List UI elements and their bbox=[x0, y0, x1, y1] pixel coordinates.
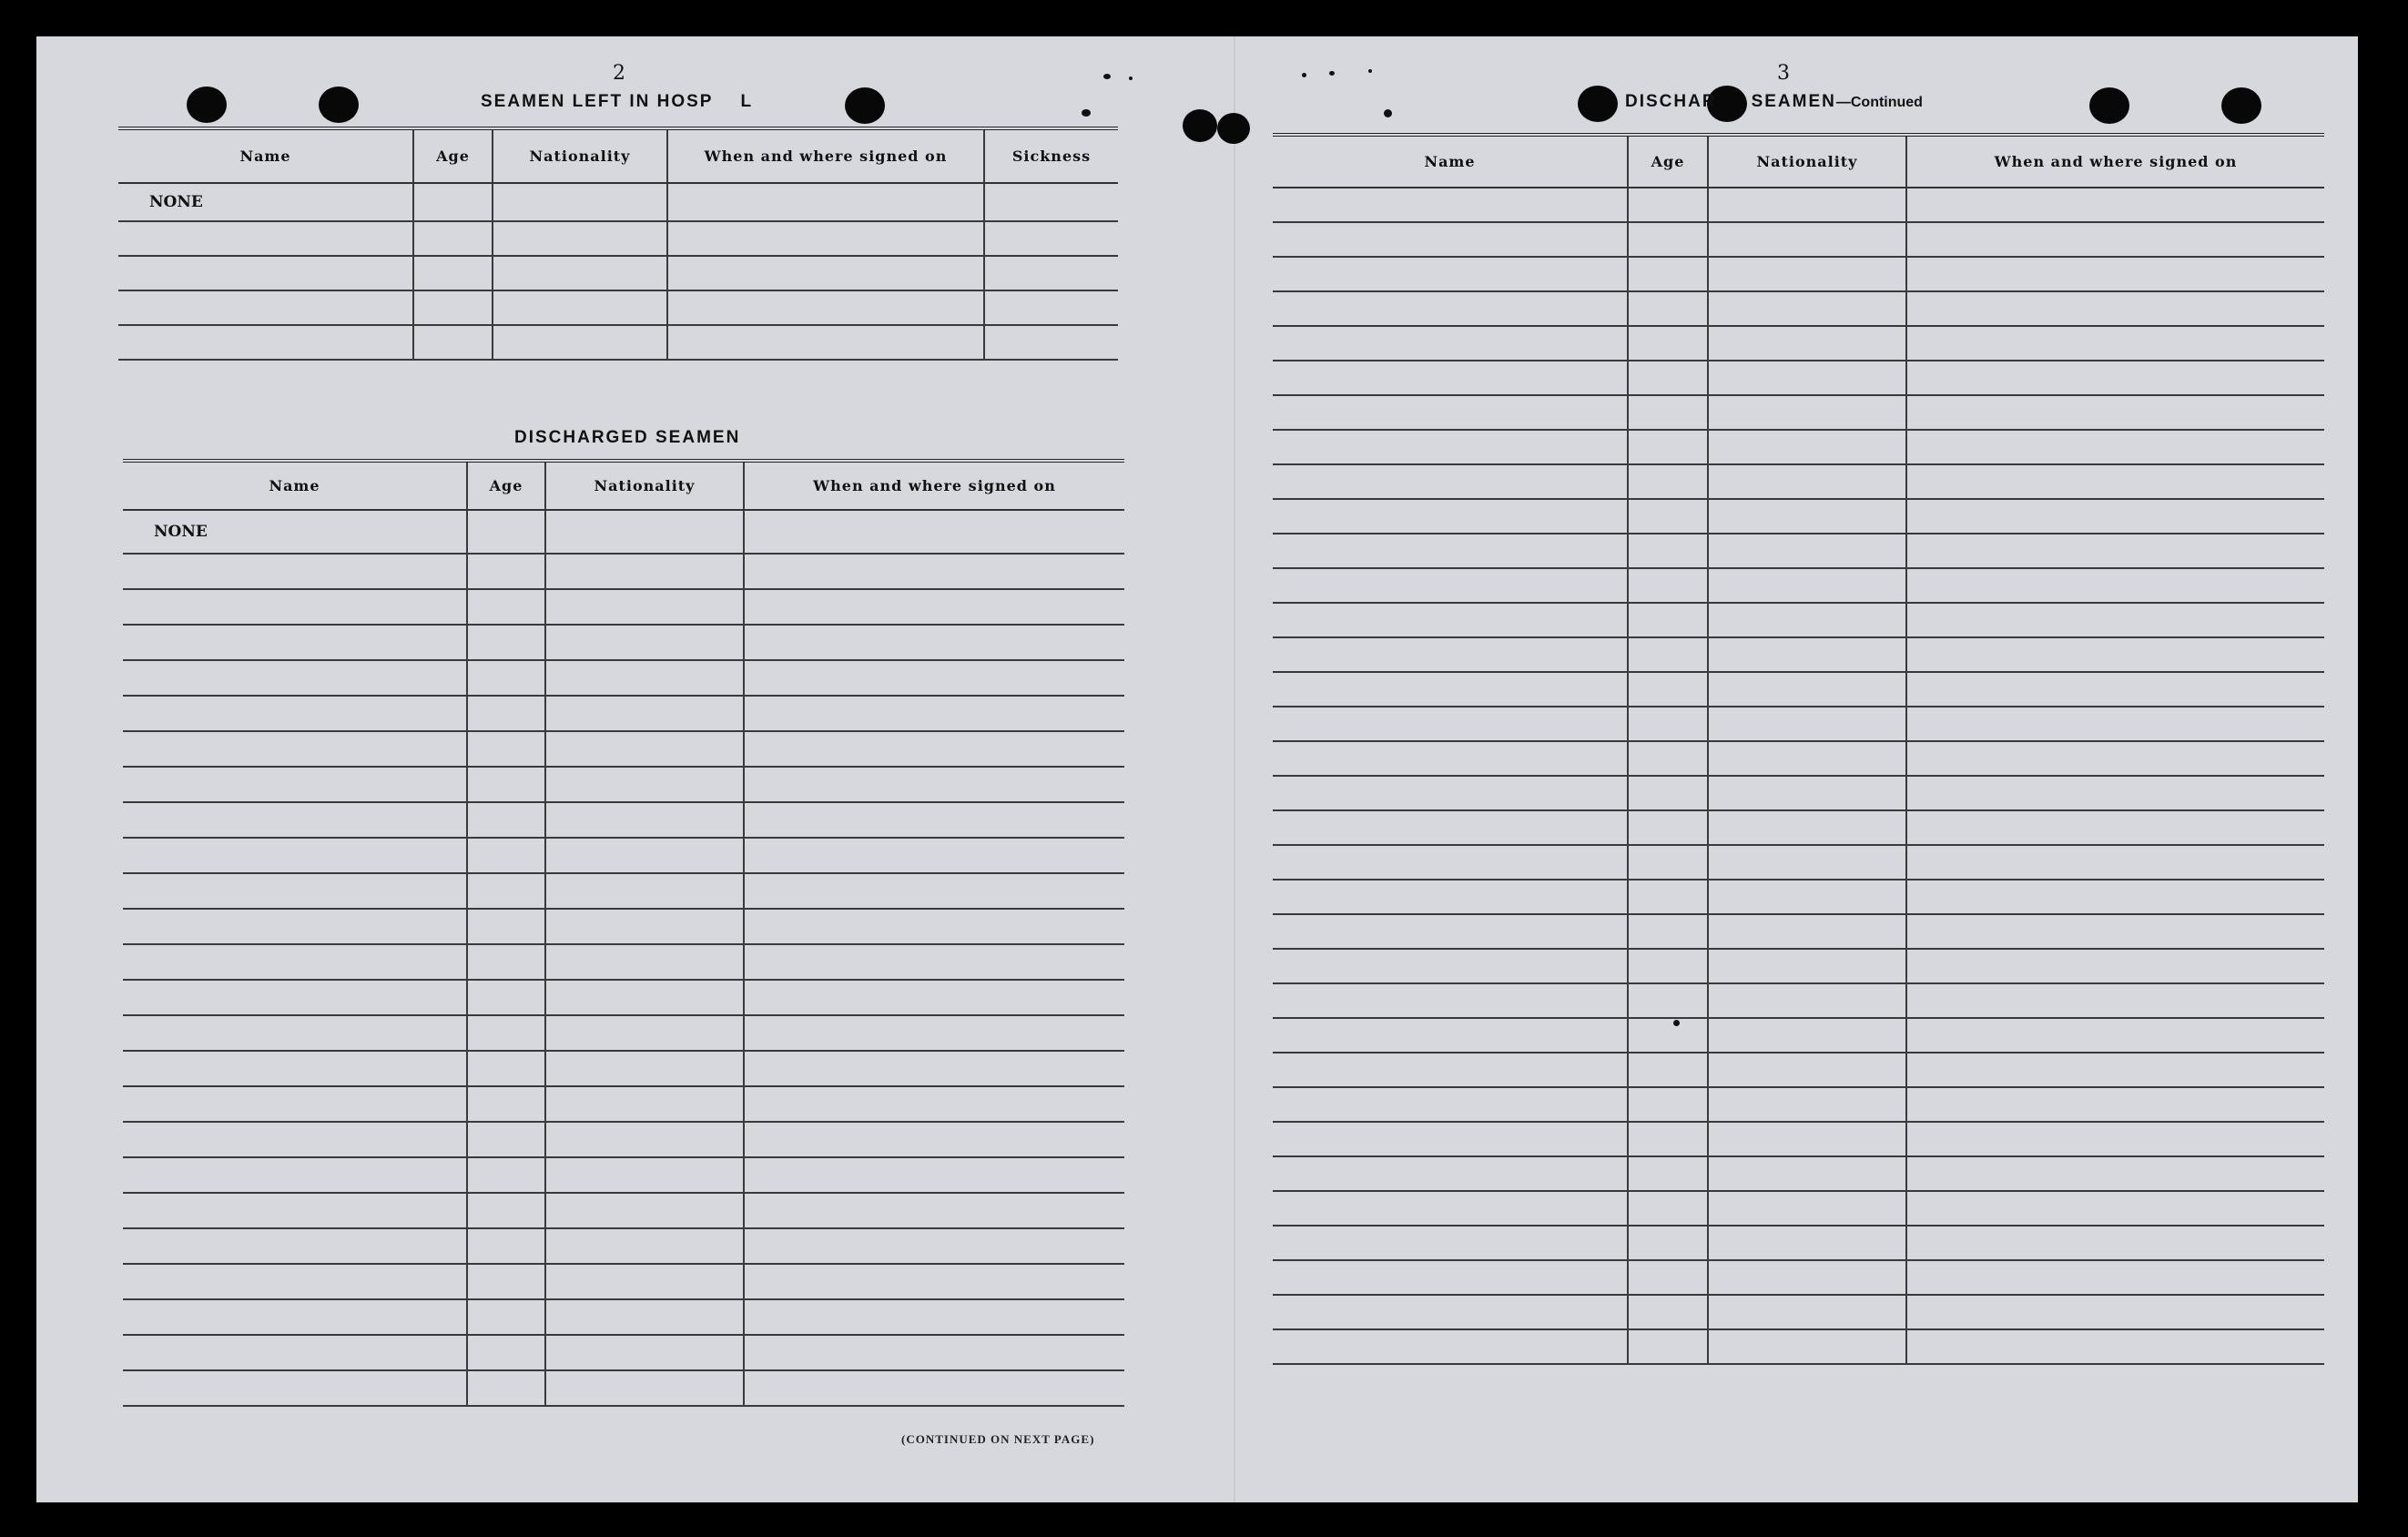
punch-hole bbox=[2221, 87, 2261, 124]
discharged-table bbox=[123, 459, 1124, 1407]
column-header-signed-on: When and where signed on bbox=[1906, 135, 2324, 188]
hospital-title-text: SEAMEN LEFT IN HOSP bbox=[481, 92, 714, 111]
punch-hole bbox=[319, 87, 359, 123]
column-header-age: Age bbox=[413, 128, 493, 183]
column-header-signed-on: When and where signed on bbox=[667, 128, 984, 183]
page-number-left: 2 bbox=[613, 62, 625, 85]
punch-hole bbox=[1183, 109, 1217, 142]
punch-hole bbox=[2089, 87, 2129, 124]
punch-hole bbox=[1217, 113, 1250, 144]
column-header-age: Age bbox=[1628, 135, 1708, 188]
ink-speck bbox=[1103, 74, 1111, 79]
hospital-section-title bbox=[481, 92, 753, 112]
column-header-nationality: Nationality bbox=[493, 128, 667, 183]
column-header-name: Name bbox=[1273, 135, 1628, 188]
ink-speck bbox=[1368, 69, 1372, 73]
column-header-nationality: Nationality bbox=[545, 461, 744, 510]
punch-hole bbox=[845, 87, 885, 124]
ink-speck bbox=[1129, 76, 1133, 80]
table-row-entry: NONE bbox=[123, 510, 467, 554]
punch-hole bbox=[1578, 86, 1618, 122]
title-continued: —Continued bbox=[1835, 95, 1923, 110]
column-header-age: Age bbox=[467, 461, 545, 510]
punch-hole bbox=[187, 87, 227, 123]
title-part-1: DISCHAR bbox=[1625, 92, 1717, 111]
page-number-right: 3 bbox=[1777, 62, 1790, 85]
column-header-name: Name bbox=[118, 128, 413, 183]
table-row-entry: NONE bbox=[118, 183, 413, 221]
ink-speck bbox=[1082, 109, 1091, 117]
hospital-title-tail: L bbox=[740, 92, 754, 111]
discharged-section-title: DISCHARGED SEAMEN bbox=[514, 428, 741, 447]
discharged-continued-table bbox=[1273, 133, 2324, 1365]
column-header-nationality: Nationality bbox=[1708, 135, 1906, 188]
ink-speck bbox=[1302, 73, 1306, 77]
continued-footer: (CONTINUED ON NEXT PAGE) bbox=[901, 1432, 1095, 1446]
discharged-continued-title bbox=[1625, 92, 1923, 112]
column-header-signed-on: When and where signed on bbox=[744, 461, 1124, 510]
column-header-name: Name bbox=[123, 461, 467, 510]
page-fold bbox=[1234, 36, 1235, 1502]
ink-speck bbox=[1329, 71, 1335, 76]
hospital-table bbox=[118, 127, 1118, 361]
document-sheet bbox=[36, 36, 2358, 1502]
ink-speck bbox=[1384, 109, 1392, 117]
title-part-2: SEAMEN bbox=[1751, 92, 1836, 111]
column-header-sickness: Sickness bbox=[984, 128, 1118, 183]
